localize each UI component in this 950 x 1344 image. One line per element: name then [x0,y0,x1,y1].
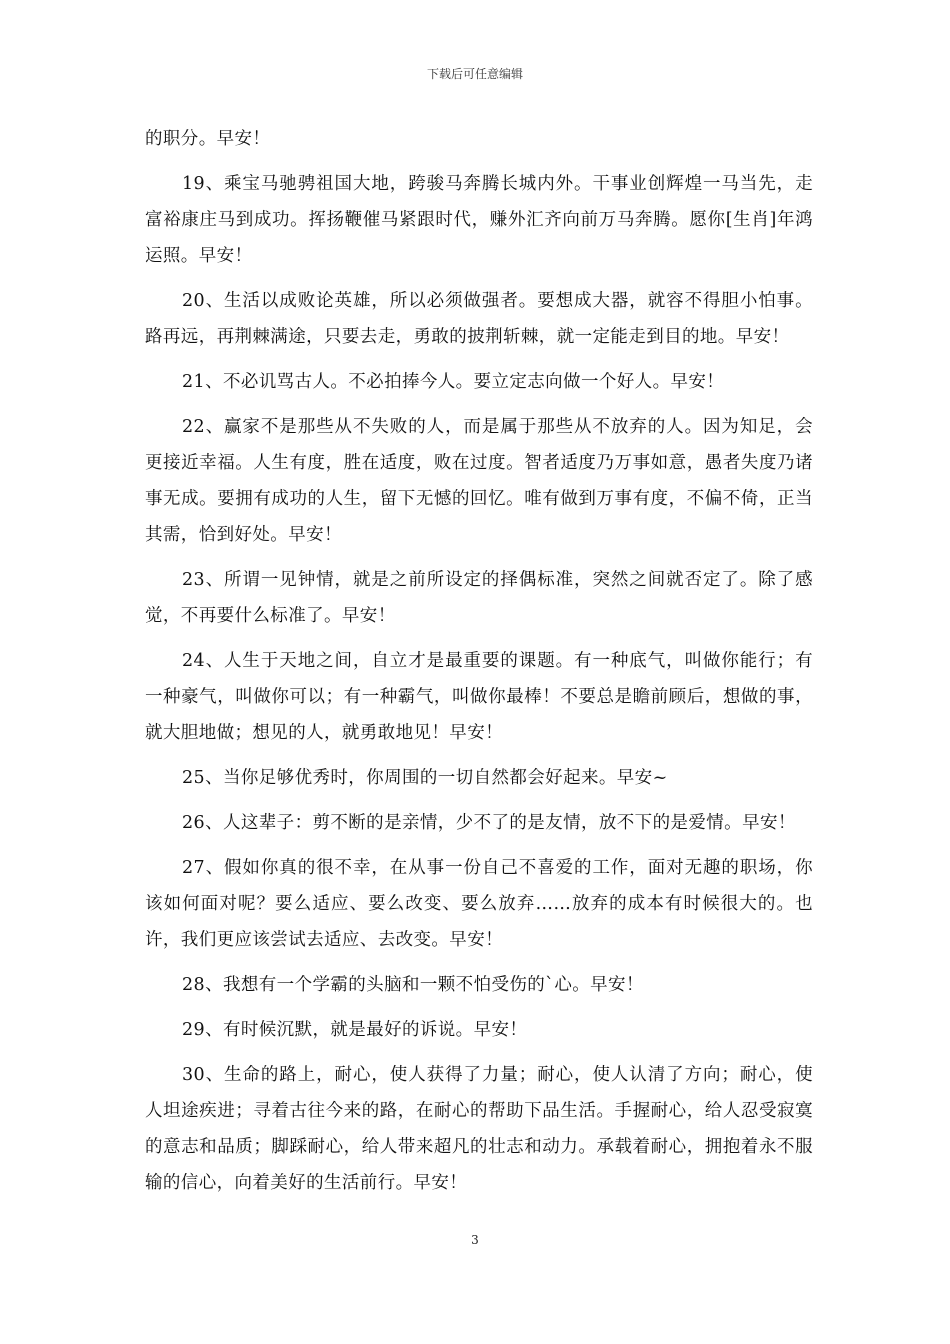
page-number: 3 [471,1233,479,1247]
paragraph-28: 28、我想有一个学霸的头脑和一颗不怕受伤的`心。早安！ [182,975,644,995]
paragraph-26: 26、人这辈子：剪不断的是亲情，少不了的是友情，放不下的是爱情。早安！ [182,813,796,833]
paragraph-27: 27、假如你真的很不幸，在从事一份自己不喜爱的工作，面对无趣的职场，你该如何面对呢？要么适应、要么改变、要么放弃……放弃的成本有时候很大的。也许，我们更应该尝试去适应、去改变。早安！ [145,858,813,950]
paragraph-continuation: 的职分。早安！ [145,129,271,149]
paragraph-20: 20、生活以成败论英雄，所以必须做强者。要想成大器，就容不得胆小怕事。路再远，再荆棘满途，只要去走，勇敢的披荆斩棘，就一定能走到目的地。早安！ [145,291,813,347]
paragraph-23: 23、所谓一见钟情，就是之前所设定的择偶标准，突然之间就否定了。除了感觉，不再要什么标准了。早安！ [145,570,813,626]
document-body [145,121,813,1210]
paragraph-21: 21、不必讥骂古人。不必拍捧今人。要立定志向做一个好人。早安！ [182,372,725,392]
paragraph-30: 30、生命的路上，耐心，使人获得了力量；耐心，使人认清了方向；耐心，使人坦途疾进；寻着古往今来的路，在耐心的帮助下品生活。手握耐心，给人忍受寂寞的意志和品质；脚踩耐心，给人带来超凡的壮志和动力。承载着耐心，拥抱着永不服输的信心，向着美好的生活前行。早安！ [145,1065,813,1193]
paragraph-22: 22、赢家不是那些从不失败的人，而是属于那些从不放弃的人。因为知足，会更接近幸福。人生有度，胜在适度，败在过度。智者适度乃万事如意，愚者失度乃诸事无成。要拥有成功的人生，留下无憾的回忆。唯有做到万事有度，不偏不倚，正当其需，恰到好处。早安！ [145,417,813,545]
page-header: 下载后可任意编辑 [426,67,523,81]
paragraph-25: 25、当你足够优秀时，你周围的一切自然都会好起来。早安~ [182,768,668,788]
paragraph-19: 19、乘宝马驰骋祖国大地，跨骏马奔腾长城内外。干事业创辉煌一马当先，走富裕康庄马到成功。挥扬鞭催马紧跟时代，赚外汇齐向前万马奔腾。愿你[生肖]年鸿运照。早安！ [145,174,813,266]
paragraph-24: 24、人生于天地之间，自立才是最重要的课题。有一种底气，叫做你能行；有一种豪气，叫做你可以；有一种霸气，叫做你最棒！不要总是瞻前顾后，想做的事，就大胆地做；想见的人，就勇敢地见！早安！ [145,651,813,743]
paragraph-29: 29、有时候沉默，就是最好的诉说。早安！ [182,1020,528,1040]
